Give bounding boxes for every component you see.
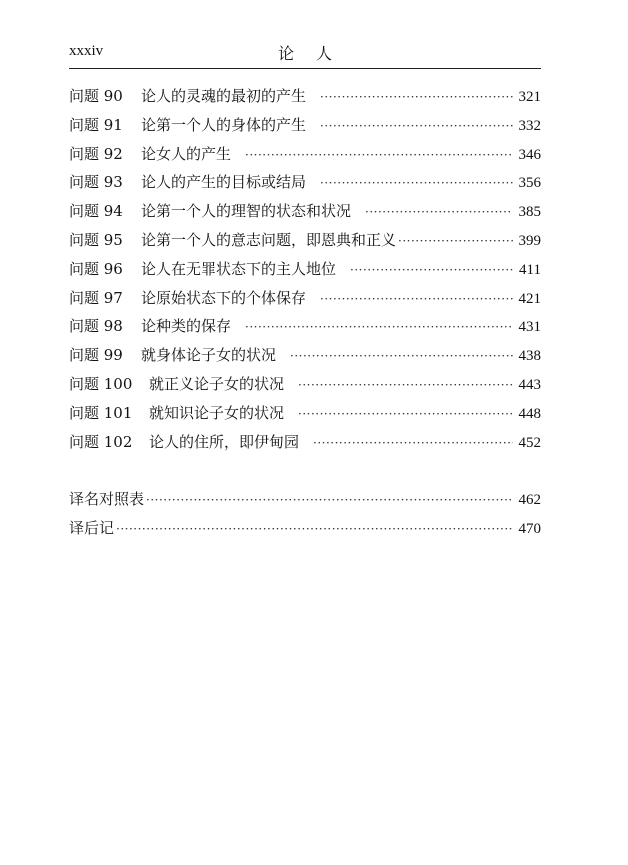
question-number: 问题 101 xyxy=(69,403,133,422)
toc-entry[interactable] xyxy=(69,341,541,370)
page-ref: 356 xyxy=(518,175,541,192)
toc-entry-afterword[interactable] xyxy=(69,514,541,543)
dot-leader xyxy=(146,486,512,515)
question-number: 问题 102 xyxy=(69,432,133,451)
page-ref: 411 xyxy=(519,261,541,278)
question-number: 问题 93 xyxy=(69,173,123,192)
page-number: xxxiv xyxy=(69,43,104,59)
toc-entry[interactable] xyxy=(69,168,541,197)
toc-entry[interactable] xyxy=(69,428,541,457)
page-ref: 452 xyxy=(518,434,541,451)
question-number: 问题 94 xyxy=(69,202,123,221)
entry-title: 就正义论子女的状况 xyxy=(149,374,285,393)
page-ref: 385 xyxy=(518,204,541,221)
question-number: 问题 95 xyxy=(69,230,123,249)
toc-entry[interactable] xyxy=(69,255,541,284)
toc-entry-glossary[interactable] xyxy=(69,485,541,514)
entry-title: 论人的灵魂的最初的产生 xyxy=(141,87,307,105)
question-number: 问题 99 xyxy=(69,346,123,365)
dot-leader xyxy=(320,285,512,314)
dot-leader xyxy=(320,83,512,112)
toc-entry[interactable] xyxy=(69,370,541,399)
entry-title: 论种类的保存 xyxy=(141,317,232,336)
dot-leader xyxy=(245,141,512,170)
table-of-contents xyxy=(69,82,541,456)
dot-leader xyxy=(116,515,512,544)
dot-leader xyxy=(245,313,512,342)
question-number: 问题 96 xyxy=(69,259,123,278)
entry-title: 就身体论子女的状况 xyxy=(141,346,277,365)
page-ref: 431 xyxy=(518,319,541,336)
entry-title: 论人的住所，即伊甸园 xyxy=(149,432,300,451)
page-ref: 448 xyxy=(518,405,541,422)
toc-entry[interactable] xyxy=(69,82,541,111)
toc-entry[interactable] xyxy=(69,111,541,140)
toc-entry[interactable] xyxy=(69,197,541,226)
running-title: 论人 xyxy=(277,44,354,63)
entry-title: 论人在无罪状态下的主人地位 xyxy=(141,259,337,278)
dot-leader xyxy=(398,227,512,256)
page-ref: 462 xyxy=(518,492,541,508)
page-header xyxy=(69,38,541,69)
question-number: 问题 90 xyxy=(69,87,123,105)
question-number: 问题 98 xyxy=(69,317,123,336)
toc-entry[interactable] xyxy=(69,284,541,313)
page-ref: 346 xyxy=(518,146,541,163)
page-ref: 443 xyxy=(518,376,541,393)
dot-leader xyxy=(365,198,512,227)
toc-entry[interactable] xyxy=(69,312,541,341)
toc-entry[interactable] xyxy=(69,226,541,255)
page-ref: 470 xyxy=(518,520,541,537)
question-number: 问题 97 xyxy=(69,288,123,307)
dot-leader xyxy=(313,429,512,458)
toc-entry[interactable] xyxy=(69,140,541,169)
question-number: 问题 91 xyxy=(69,115,123,134)
dot-leader xyxy=(290,342,512,371)
entry-title: 译名对照表 xyxy=(69,490,145,508)
toc-entry[interactable] xyxy=(69,399,541,428)
question-number: 问题 92 xyxy=(69,144,123,163)
dot-leader xyxy=(350,256,513,285)
entry-title: 论原始状态下的个体保存 xyxy=(141,288,307,307)
page-ref: 421 xyxy=(518,290,541,307)
entry-title: 论第一个人的身体的产生 xyxy=(141,115,307,134)
page-ref: 399 xyxy=(518,232,541,249)
entry-title: 论第一个人的意志问题，即恩典和正义 xyxy=(141,230,397,249)
appendix-section xyxy=(69,485,541,543)
dot-leader xyxy=(298,371,512,400)
entry-title: 论第一个人的理智的状态和状况 xyxy=(141,202,352,221)
question-number: 问题 100 xyxy=(69,374,133,393)
dot-leader xyxy=(320,112,512,141)
page-ref: 438 xyxy=(518,348,541,365)
page-ref: 321 xyxy=(518,89,541,105)
entry-title: 论女人的产生 xyxy=(141,144,232,163)
dot-leader xyxy=(298,400,512,429)
entry-title: 译后记 xyxy=(69,518,115,537)
entry-title: 就知识论子女的状况 xyxy=(149,403,285,422)
page-ref: 332 xyxy=(518,117,541,134)
dot-leader xyxy=(320,169,512,198)
entry-title: 论人的产生的目标或结局 xyxy=(141,173,307,192)
